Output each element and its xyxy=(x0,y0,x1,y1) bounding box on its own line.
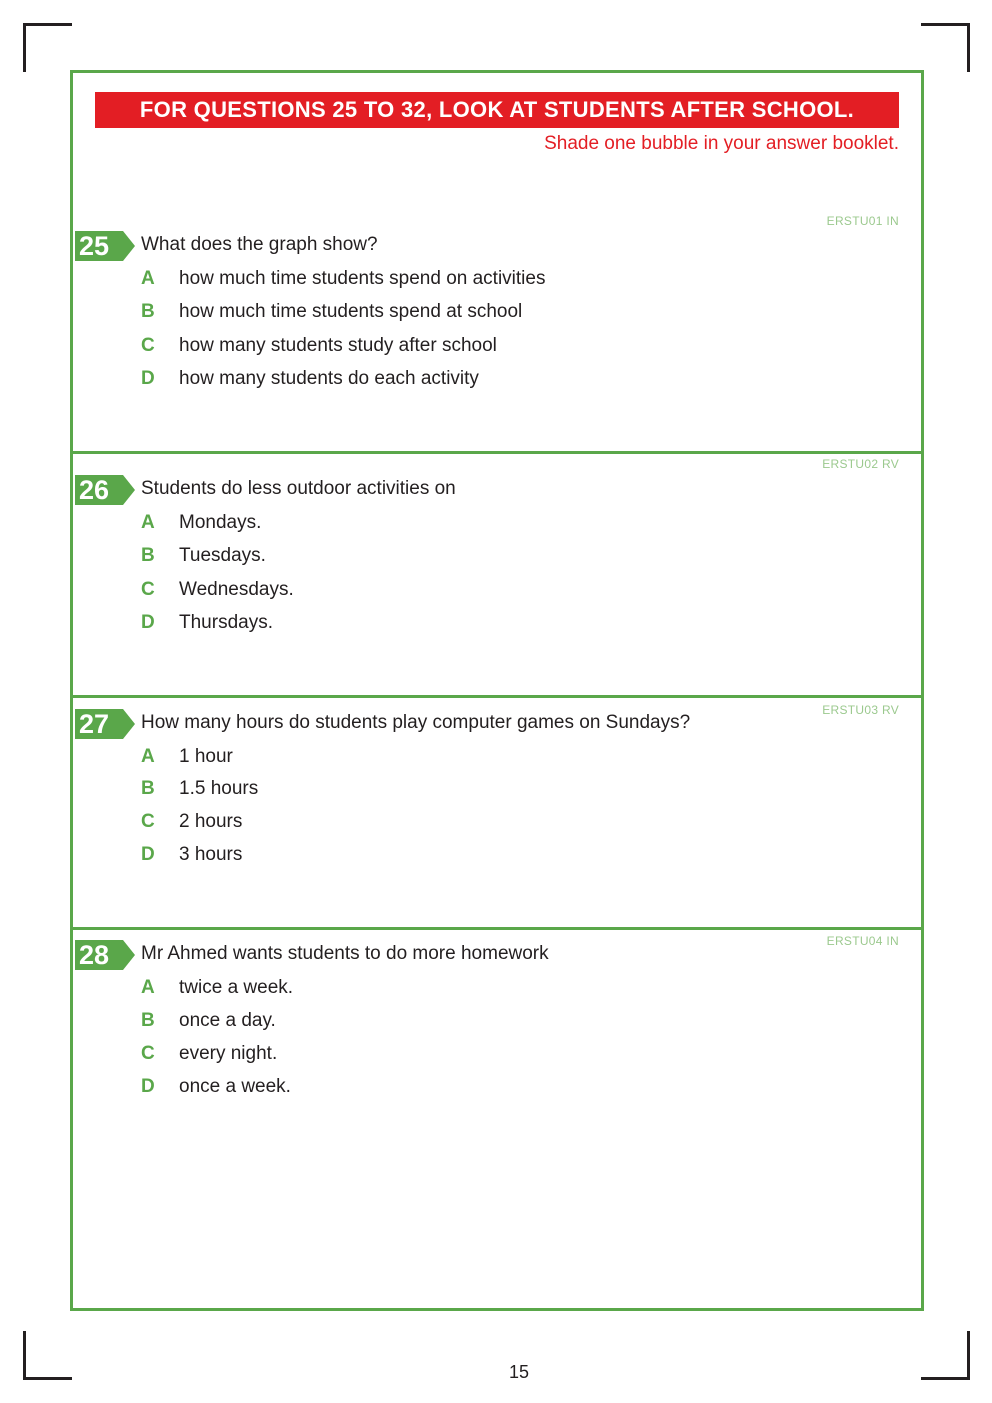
option-letter: D xyxy=(141,1076,155,1097)
option-letter: D xyxy=(141,368,155,389)
option-text: Mondays. xyxy=(179,512,262,533)
option-text: how much time students spend on activities xyxy=(179,268,546,289)
option-letter: C xyxy=(141,335,155,356)
option-letter: D xyxy=(141,612,155,633)
question-text: What does the graph show? xyxy=(141,234,378,255)
option-letter: B xyxy=(141,1010,155,1031)
section-divider xyxy=(73,451,921,454)
question-code: ERSTU02 RV xyxy=(822,457,899,471)
question-number-badge: 28 xyxy=(75,940,123,970)
question-number-badge: 27 xyxy=(75,709,123,739)
option-letter: A xyxy=(141,268,155,289)
option-letter: B xyxy=(141,545,155,566)
option-text: once a day. xyxy=(179,1010,276,1031)
page-number: 15 xyxy=(508,1362,530,1382)
question-text: How many hours do students play computer games on Sundays? xyxy=(141,712,691,733)
option-text: twice a week. xyxy=(179,977,294,998)
option-letter: A xyxy=(141,977,155,998)
option-text: once a week. xyxy=(179,1076,291,1097)
option-text: Thursdays. xyxy=(179,612,273,633)
option-letter: D xyxy=(141,844,155,865)
option-letter: A xyxy=(141,512,155,533)
instruction-text: Shade one bubble in your answer booklet. xyxy=(544,133,899,154)
option-text: 1.5 hours xyxy=(179,778,259,799)
question-number-badge: 25 xyxy=(75,231,123,261)
option-text: how many students study after school xyxy=(179,335,497,356)
option-letter: A xyxy=(141,746,155,767)
option-text: 3 hours xyxy=(179,844,243,865)
question-code: ERSTU03 RV xyxy=(822,703,899,717)
question-text: Students do less outdoor activities on xyxy=(141,478,456,499)
option-letter: B xyxy=(141,301,155,322)
question-number-badge: 26 xyxy=(75,475,123,505)
option-letter: B xyxy=(141,778,155,799)
option-text: Wednesdays. xyxy=(179,579,294,600)
option-text: Tuesdays. xyxy=(179,545,266,566)
option-letter: C xyxy=(141,1043,155,1064)
section-banner: FOR QUESTIONS 25 TO 32, LOOK AT STUDENTS AFTER SCHOOL. xyxy=(95,92,899,128)
option-text: 1 hour xyxy=(179,746,233,767)
option-text: 2 hours xyxy=(179,811,243,832)
section-divider xyxy=(73,927,921,930)
crop-mark-top-left xyxy=(23,23,72,72)
question-text: Mr Ahmed wants students to do more homework xyxy=(141,943,549,964)
option-text: every night. xyxy=(179,1043,278,1064)
option-letter: C xyxy=(141,579,155,600)
option-text: how much time students spend at school xyxy=(179,301,523,322)
question-code: ERSTU04 IN xyxy=(826,934,899,948)
crop-mark-top-right xyxy=(921,23,970,72)
question-code: ERSTU01 IN xyxy=(826,214,899,228)
option-text: how many students do each activity xyxy=(179,368,479,389)
question-frame xyxy=(70,70,924,1311)
section-divider xyxy=(73,695,921,698)
option-letter: C xyxy=(141,811,155,832)
